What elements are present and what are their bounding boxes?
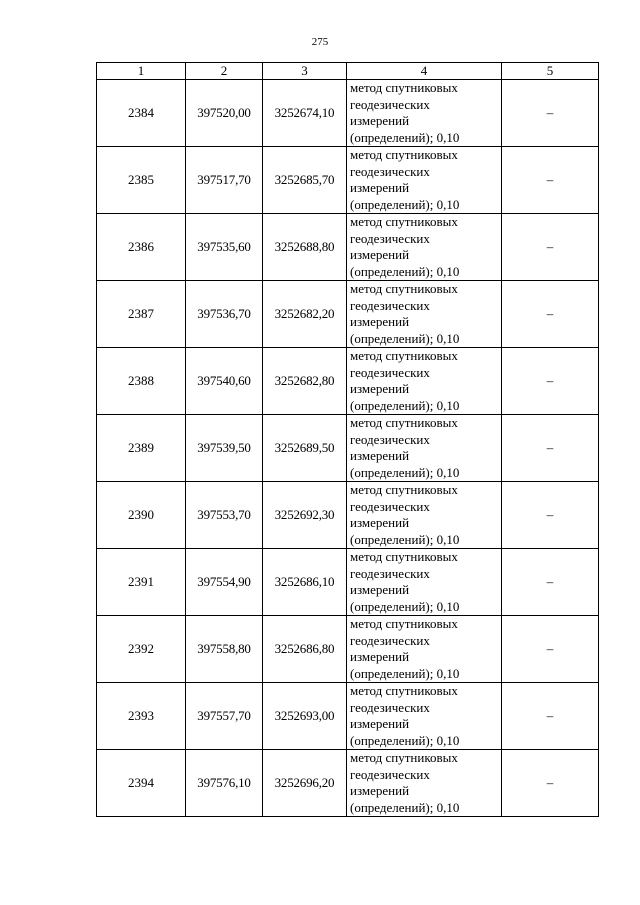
table-row: [97, 482, 599, 549]
page-number: 275: [311, 36, 329, 48]
table-row: [97, 549, 599, 616]
method-cell: метод спутниковых геодезических измерений (определений); 0,10: [347, 80, 502, 147]
method-cell: метод спутниковых геодезических измерений (определений); 0,10: [347, 147, 502, 214]
table-row: [97, 214, 599, 281]
note-cell: –: [502, 214, 599, 281]
method-cell: метод спутниковых геодезических измерений (определений); 0,10: [347, 549, 502, 616]
table-header: [97, 63, 599, 80]
x-coordinate-cell: 397535,60: [186, 214, 263, 281]
y-coordinate-cell: 3252696,20: [263, 750, 347, 817]
header-col-2: 2: [186, 63, 263, 80]
point-number-cell: 2388: [97, 348, 186, 415]
x-coordinate-cell: 397553,70: [186, 482, 263, 549]
x-coordinate-cell: 397576,10: [186, 750, 263, 817]
x-coordinate-cell: 397520,00: [186, 80, 263, 147]
y-coordinate-cell: 3252685,70: [263, 147, 347, 214]
method-cell: метод спутниковых геодезических измерений (определений); 0,10: [347, 616, 502, 683]
point-number-cell: 2393: [97, 683, 186, 750]
header-col-5: 5: [502, 63, 599, 80]
x-coordinate-cell: 397517,70: [186, 147, 263, 214]
point-number-cell: 2392: [97, 616, 186, 683]
x-coordinate-cell: 397539,50: [186, 415, 263, 482]
y-coordinate-cell: 3252686,80: [263, 616, 347, 683]
note-cell: –: [502, 683, 599, 750]
note-cell: –: [502, 348, 599, 415]
method-cell: метод спутниковых геодезических измерений (определений); 0,10: [347, 281, 502, 348]
method-cell: метод спутниковых геодезических измерений (определений); 0,10: [347, 348, 502, 415]
note-cell: –: [502, 750, 599, 817]
y-coordinate-cell: 3252682,80: [263, 348, 347, 415]
table-row: [97, 348, 599, 415]
table-row: [97, 683, 599, 750]
table-row: [97, 415, 599, 482]
point-number-cell: 2391: [97, 549, 186, 616]
table-body: [97, 80, 599, 817]
note-cell: –: [502, 482, 599, 549]
method-cell: метод спутниковых геодезических измерений (определений); 0,10: [347, 214, 502, 281]
point-number-cell: 2390: [97, 482, 186, 549]
x-coordinate-cell: 397540,60: [186, 348, 263, 415]
header-col-3: 3: [263, 63, 347, 80]
y-coordinate-cell: 3252688,80: [263, 214, 347, 281]
coordinates-table: [96, 62, 599, 817]
y-coordinate-cell: 3252682,20: [263, 281, 347, 348]
method-cell: метод спутниковых геодезических измерений (определений); 0,10: [347, 482, 502, 549]
x-coordinate-cell: 397557,70: [186, 683, 263, 750]
y-coordinate-cell: 3252674,10: [263, 80, 347, 147]
method-cell: метод спутниковых геодезических измерений (определений); 0,10: [347, 750, 502, 817]
y-coordinate-cell: 3252692,30: [263, 482, 347, 549]
method-cell: метод спутниковых геодезических измерений (определений); 0,10: [347, 683, 502, 750]
note-cell: –: [502, 147, 599, 214]
y-coordinate-cell: 3252686,10: [263, 549, 347, 616]
point-number-cell: 2394: [97, 750, 186, 817]
note-cell: –: [502, 415, 599, 482]
table-row: [97, 281, 599, 348]
y-coordinate-cell: 3252689,50: [263, 415, 347, 482]
x-coordinate-cell: 397536,70: [186, 281, 263, 348]
note-cell: –: [502, 616, 599, 683]
note-cell: –: [502, 281, 599, 348]
header-row: [97, 63, 599, 80]
table-row: [97, 616, 599, 683]
table-row: [97, 80, 599, 147]
point-number-cell: 2384: [97, 80, 186, 147]
table-row: [97, 750, 599, 817]
note-cell: –: [502, 80, 599, 147]
y-coordinate-cell: 3252693,00: [263, 683, 347, 750]
point-number-cell: 2387: [97, 281, 186, 348]
table-row: [97, 147, 599, 214]
point-number-cell: 2386: [97, 214, 186, 281]
x-coordinate-cell: 397554,90: [186, 549, 263, 616]
point-number-cell: 2385: [97, 147, 186, 214]
note-cell: –: [502, 549, 599, 616]
point-number-cell: 2389: [97, 415, 186, 482]
x-coordinate-cell: 397558,80: [186, 616, 263, 683]
header-col-1: 1: [97, 63, 186, 80]
header-col-4: 4: [347, 63, 502, 80]
method-cell: метод спутниковых геодезических измерений (определений); 0,10: [347, 415, 502, 482]
